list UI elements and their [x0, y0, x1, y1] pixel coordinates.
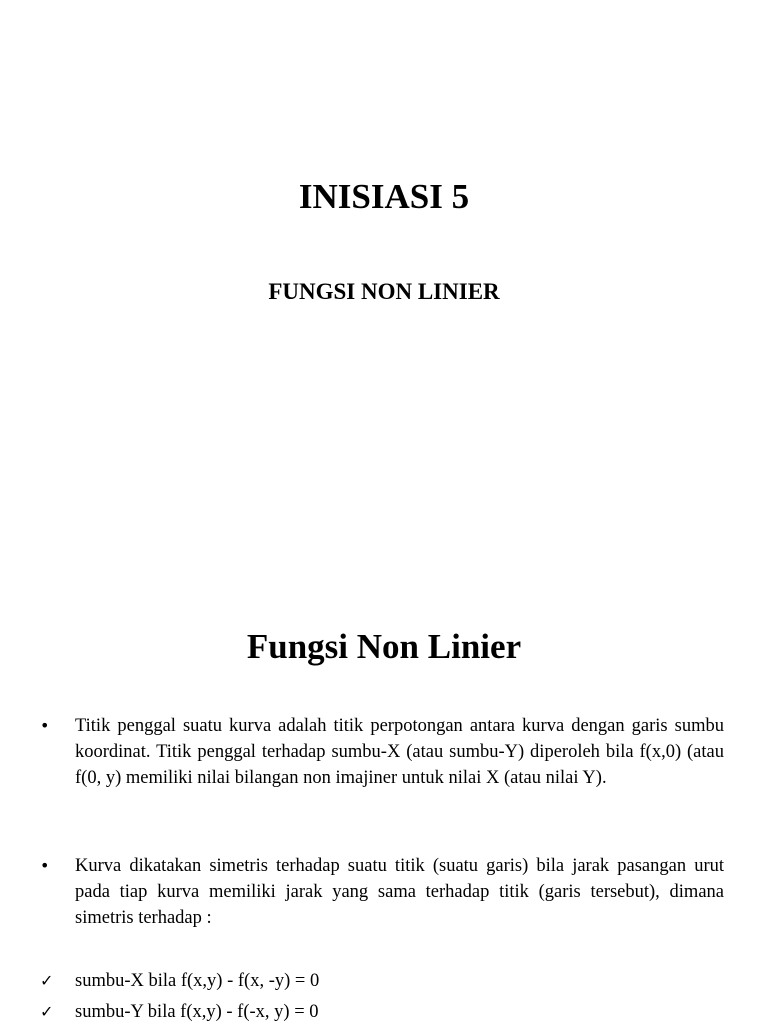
checkmark-icon: ✓: [40, 971, 54, 990]
slide-fungsi-non-linier: [0, 576, 768, 1024]
checklist-text: sumbu-Y bila f(x,y) - f(-x, y) = 0: [75, 1002, 319, 1022]
bullet-text: Titik penggal suatu kurva adalah titik perpotongan antara kurva dengan garis sumbu koordinat. Titik penggal terhadap sumbu-X (atau sumbu-Y) diperoleh bila f(x,0) (atau f(0, y) memiliki nilai bilangan non imajiner untuk nilai X (atau nilai Y).: [75, 716, 724, 788]
slide-heading: Fungsi Non Linier: [246, 627, 522, 666]
bullet-item: [40, 853, 724, 931]
bullet-text: Kurva dikatakan simetris terhadap suatu titik (suatu garis) bila jarak pasangan urut pada tiap kurva memiliki jarak yang sama terhadap titik (garis tersebut), dimana simetris terhadap :: [75, 856, 724, 928]
bullet-marker-icon: •: [40, 856, 50, 875]
checklist-item: [40, 968, 724, 994]
bullet-item: [40, 713, 724, 791]
checklist-item: [40, 999, 724, 1024]
slide-subtitle: FUNGSI NON LINIER: [268, 279, 500, 304]
bullet-marker-icon: •: [40, 716, 50, 735]
checklist-text: sumbu-X bila f(x,y) - f(x, -y) = 0: [75, 971, 320, 991]
checkmark-icon: ✓: [40, 1002, 54, 1021]
slide-title: INISIASI 5: [298, 177, 470, 216]
